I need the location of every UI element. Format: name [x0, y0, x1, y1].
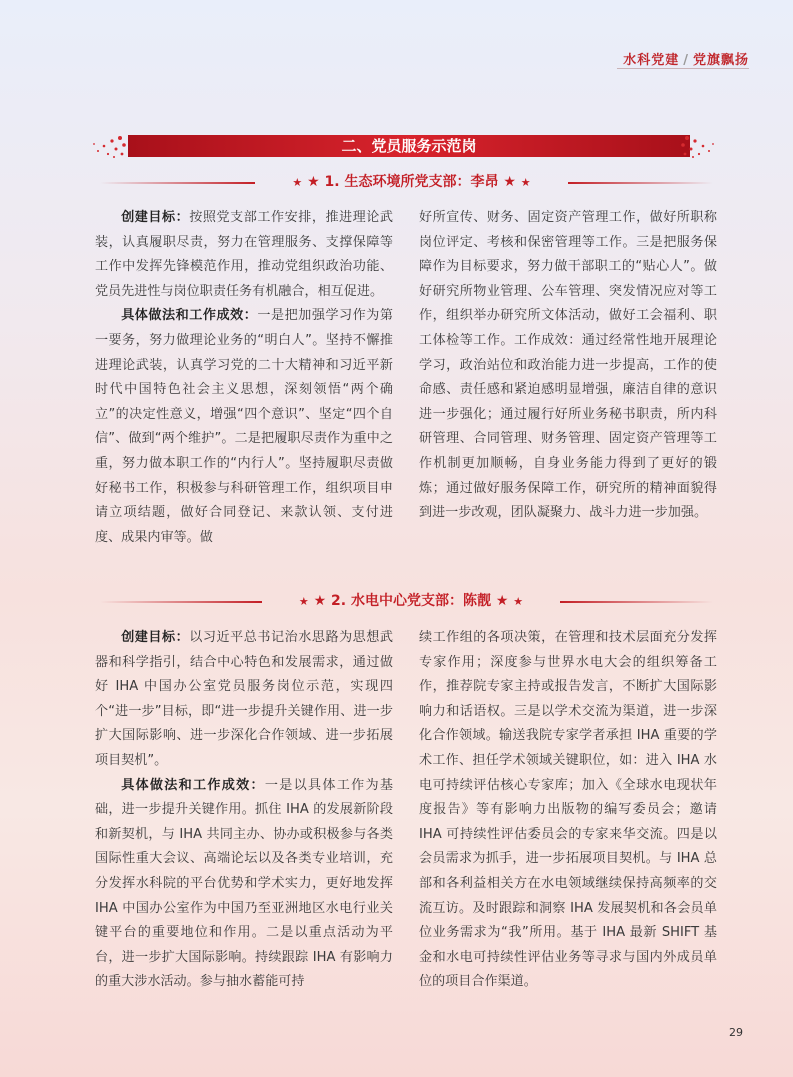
decorative-dots-right: [679, 132, 717, 160]
paragraph-label: 具体做法和工作成效：: [121, 777, 265, 793]
subheading-line-right: [568, 182, 713, 184]
star-icon: ★: [307, 174, 320, 190]
paragraph: [95, 304, 393, 550]
header-left-label: 水科党建: [623, 53, 680, 68]
decorative-dots-left: [90, 132, 128, 160]
star-icon: ★: [292, 176, 303, 189]
star-icon: ★: [298, 595, 309, 608]
paragraph-label: 创建目标：: [121, 630, 190, 645]
subheading-line-right: [560, 601, 713, 603]
paragraph-text: 以习近平总书记治水思路为思想武器和科学指引，结合中心特色和发展需求，通过做好 IHA 中国办公室党员服务岗位示范，实现四个“进一步”目标，即“进一步提升关键作用、进一步扩大国际影响、进一步深化合作领域、进一步拓展项目契机”。: [95, 630, 394, 768]
section1-right-column: [419, 206, 717, 526]
section2-left-column: [95, 626, 393, 995]
star-icon: ★: [313, 593, 327, 609]
paragraph: [419, 206, 717, 526]
section2-heading: [262, 593, 560, 609]
paragraph-text: 一是把加强学习作为第一要务，努力做理论业务的“明白人”。坚持不懈推进理论武装，认真学习党的二十大精神和习近平新时代中国特色社会主义思想，深刻领悟“两个确立”的决定性意义，增强“四个意识”、坚定“四个自信”、做到“两个维护”。二是把履职尽责作为重中之重，努力做本职工作的“内行人”。坚持履职尽责做好秘书工作，积极参与科研管理工作，组织项目申请立项结题，做好合同登记、来款认领、支付进度、成果内审等。做: [95, 308, 394, 545]
paragraph: [95, 206, 393, 304]
header-rule: [617, 68, 749, 69]
section2-right-column: [419, 626, 717, 995]
subheading-line-left: [100, 182, 255, 184]
section1-heading: [255, 174, 568, 190]
section1-title: 1. 生态环境所党支部：李昂: [324, 174, 499, 190]
paragraph-label: 创建目标：: [121, 210, 190, 225]
star-icon: ★: [520, 176, 531, 189]
paragraph-label: 具体做法和工作成效：: [121, 308, 258, 324]
paragraph: [95, 626, 393, 774]
paragraph-text: 一是以具体工作为基础，进一步提升关键作用。抓住 IHA 的发展新阶段和新契机，与 IHA 共同主办、协办或积极参与各类国际性重大会议、高端论坛以及各类专业培训，充分发挥水科院的平台优势和学术实力，更好地发挥 IHA 中国办公室作为中国乃至亚洲地区水电行业关键平台的重要地位和作用。二是以重点活动为平台，进一步扩大国际影响。持续跟踪 IHA 有影响力的重大涉水活动。参与抽水蓄能可持: [95, 777, 394, 990]
header-right-label: 党旗飘扬: [692, 53, 749, 68]
subheading-line-left: [100, 601, 262, 603]
header-separator: /: [683, 53, 689, 68]
section2-title: 2. 水电中心党支部：陈靓: [331, 593, 491, 609]
paragraph-text: 按照党支部工作安排，推进理论武装，认真履职尽责，努力在管理服务、支撑保障等工作中发挥先锋模范作用，推动党组织政治功能、党员先进性与岗位职责任务有机融合，相互促进。: [95, 210, 394, 299]
paragraph-text: 续工作组的各项决策，在管理和技术层面充分发挥专家作用；深度参与世界水电大会的组织筹备工作，推荐院专家主持或报告发言，不断扩大国际影响力和话语权。三是以学术交流为渠道，进一步深化合作领域。输送我院专家学者承担 IHA 重要的学术工作、担任学术领域关键职位，如：进入 IHA 水电可持续评估核心专家库；加入《全球水电现状年度报告》等有影响力出版物的编写委员会；邀请 IHA 可持续性评估委员会的专家来华交流。四是以会员需求为抓手，进一步拓展项目契机。与 IHA 总部和各利益相关方在水电领域继续保持高频率的交流互访。及时跟踪和洞察 IHA 发展契机和各会员单位业务需求为“我”所用。基于 IHA 最新 SHIFT 基金和水电可持续性评估业务等寻求与国内外成员单位的项目合作渠道。: [419, 630, 717, 990]
star-icon: ★: [513, 595, 524, 608]
paragraph: [95, 774, 393, 995]
paragraph-text: 好所宣传、财务、固定资产管理工作，做好所职称岗位评定、考核和保密管理等工作。三是把服务保障作为目标要求，努力做干部职工的“贴心人”。做好研究所物业管理、公车管理、突发情况应对等工作，组织举办研究所文体活动，做好工会福利、职工体检等工作。工作成效：通过经常性地开展理论学习，政治站位和政治能力进一步提高，工作的使命感、责任感和紧迫感明显增强，廉洁自律的意识进一步强化；通过履行好所业务秘书职责，所内科研管理、合同管理、财务管理、固定资产管理等工作机制更加顺畅，自身业务能力得到了更好的锻炼；通过做好服务保障工作，研究所的精神面貌得到进一步改观，团队凝聚力、战斗力进一步加强。: [419, 210, 717, 521]
page-number: 29: [729, 1026, 743, 1039]
section-banner: 二、党员服务示范岗: [128, 135, 690, 157]
paragraph: [419, 626, 717, 995]
header-section-tag: [623, 49, 749, 68]
star-icon: ★: [495, 593, 509, 609]
star-icon: ★: [503, 174, 516, 190]
section1-left-column: [95, 206, 393, 550]
